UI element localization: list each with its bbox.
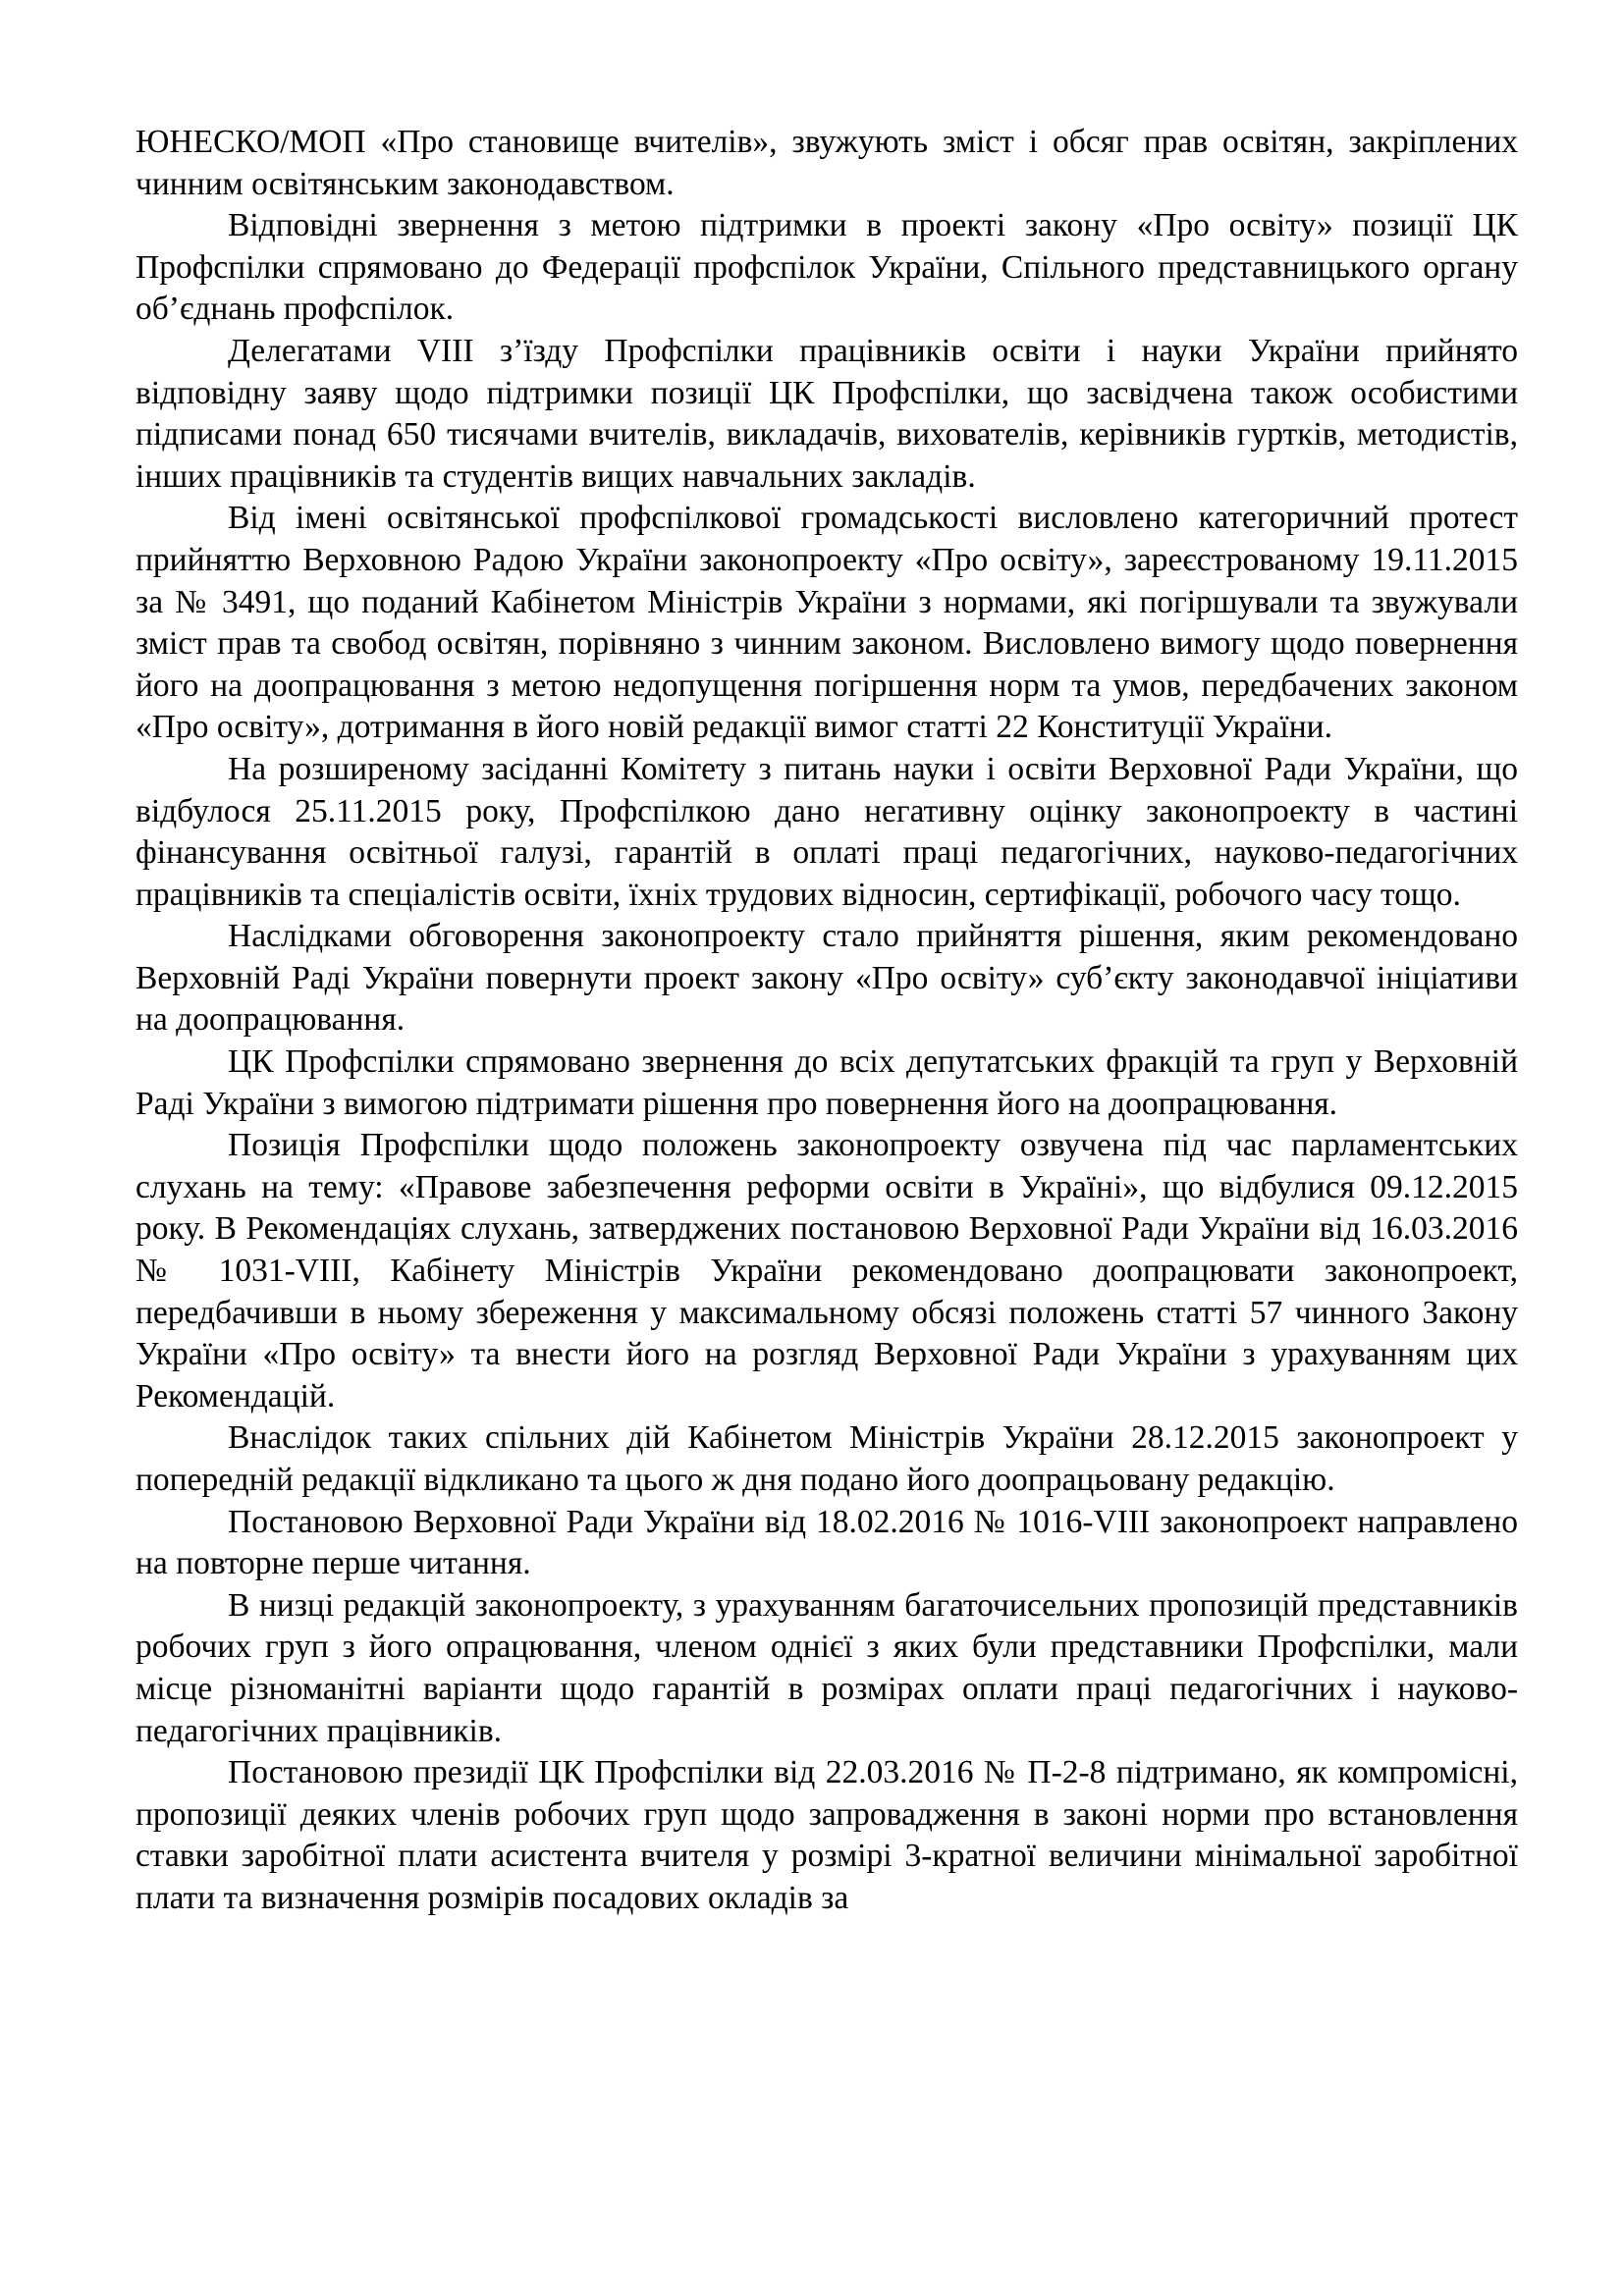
paragraph: Від імені освітянської профспілкової громадськості висловлено категоричний протест прийняттю Верховною Радою України законопроекту «Про освіту», зареєстрованому 19.11.2015 за № 3491, що поданий Кабінетом Міністрів України з нормами, які погіршували та звужували зміст прав та свобод освітян, порівняно з чинним законом. Висловлено вимогу щодо повернення його на доопрацювання з метою недопущення погіршення норм та умов, передбачених законом «Про освіту», дотримання в його новій редакції вимог статті 22 Конституції України. bbox=[135, 500, 1518, 746]
paragraph: ЮНЕСКО/МОП «Про становище вчителів», звужують зміст і обсяг прав освітян, закріплених чинним освітянським законодавством. bbox=[135, 124, 1518, 202]
paragraph: На розширеному засіданні Комітету з питань науки і освіти Верховної Ради України, що відбулося 25.11.2015 року, Профспілкою дано негативну оцінку законопроекту в частині фінансування освітньої галузі, гарантій в оплаті праці педагогічних, науково-педагогічних працівників та спеціалістів освіти, їхніх трудових відносин, сертифікації, робочого часу тощо. bbox=[135, 750, 1518, 913]
paragraph: Внаслідок таких спільних дій Кабінетом Міністрів України 28.12.2015 законопроект у попередній редакції відкликано та цього ж дня подано його доопрацьовану редакцію. bbox=[135, 1419, 1518, 1498]
paragraph: В низці редакцій законопроекту, з урахуванням багаточисельних пропозицій представників робочих груп з його опрацювання, членом однієї з яких були представники Профспілки, мали місце різноманітні варіанти щодо гарантій в розмірах оплати праці педагогічних і науково-педагогічних працівників. bbox=[135, 1586, 1518, 1749]
paragraph: Відповідні звернення з метою підтримки в проекті закону «Про освіту» позиції ЦК Профспілки спрямовано до Федерації профспілок України, Спільного представницького органу об’єднань профспілок. bbox=[135, 207, 1518, 328]
document-body bbox=[135, 122, 1518, 1920]
paragraph: ЦК Профспілки спрямовано звернення до всіх депутатських фракцій та груп у Верховній Раді України з вимогою підтримати рішення про повернення його на доопрацювання. bbox=[135, 1043, 1518, 1122]
paragraph: Постановою Верховної Ради України від 18.02.2016 № 1016-VIII законопроект направлено на повторне перше читання. bbox=[135, 1503, 1518, 1582]
paragraph: Делегатами VIII з’їзду Профспілки працівників освіти і науки України прийнято відповідну заяву щодо підтримки позиції ЦК Профспілки, що засвідчена також особистими підписами понад 650 тисячами вчителів, викладачів, вихователів, керівників гуртків, методистів, інших працівників та студентів вищих навчальних закладів. bbox=[135, 332, 1518, 495]
paragraph: Наслідками обговорення законопроекту стало прийняття рішення, яким рекомендовано Верховній Раді України повернути проект закону «Про освіту» суб’єкту законодавчої ініціативи на доопрацювання. bbox=[135, 918, 1518, 1039]
paragraph: Постановою президії ЦК Профспілки від 22.03.2016 № П-2-8 підтримано, як компромісні, пропозиції деяких членів робочих груп щодо запровадження в законі норми про встановлення ставки заробітної плати асистента вчителя у розмірі 3-кратної величини мінімальної заробітної плати та визначення розмірів посадових окладів за bbox=[135, 1754, 1518, 1916]
paragraph: Позиція Профспілки щодо положень законопроекту озвучена під час парламентських слухань на тему: «Правове забезпечення реформи освіти в Україні», що відбулися 09.12.2015 року. В Рекомендаціях слухань, затверджених постановою Верховної Ради України від 16.03.2016 № 1031-VIII, Кабінету Міністрів України рекомендовано доопрацювати законопроект, передбачивши в ньому збереження у максимальному обсязі положень статті 57 чинного Закону України «Про освіту» та внести його на розгляд Верховної Ради України з урахуванням цих Рекомендацій. bbox=[135, 1127, 1518, 1415]
